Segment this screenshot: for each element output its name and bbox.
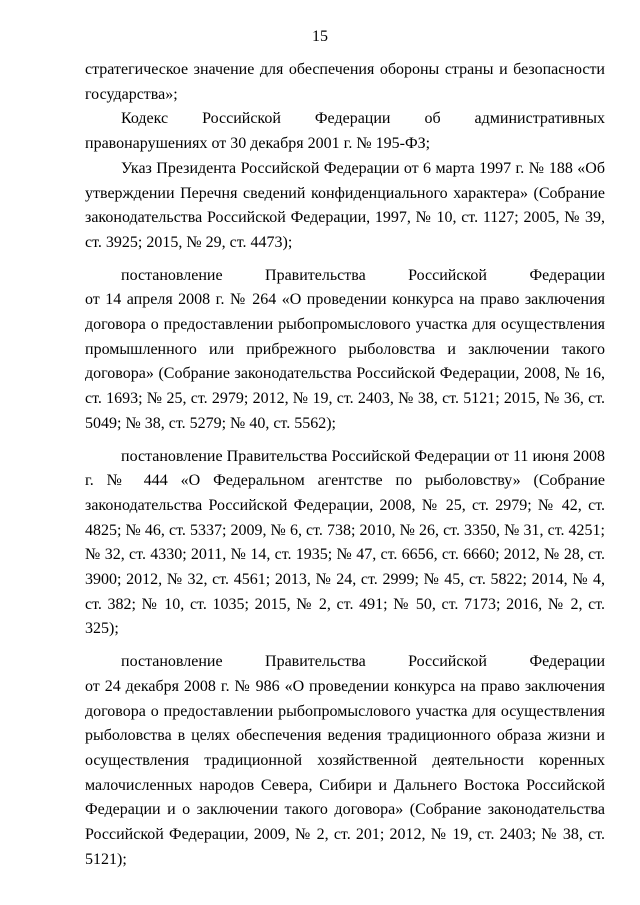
page-number: 15 bbox=[312, 28, 328, 45]
paragraph-first-line: постановление Правительства Российской Федерации bbox=[121, 653, 605, 671]
paragraph-administrative-code: Кодекс Российской Федерации об административных правонарушениях от 30 декабря 2001 г. № 195-ФЗ; bbox=[85, 110, 605, 153]
paragraph-first-line: постановление Правительства Российской Федерации bbox=[121, 266, 605, 284]
paragraph-resolution-986 bbox=[85, 650, 605, 872]
paragraph-body: от 24 декабря 2008 г. № 986 «О проведении конкурса на право заключения договора о предоставлении рыбопромыслового участка для осуществления рыболовства в целях обеспечения ведения традиционного образа жизни и осуществления традиционной хозяйственной деятельности коренных малочисленных народов Севера, Сибири и Дальнего Востока Российской Федерации и о заключении такого договора» (Собрание законодательства Российской Федерации, 2009, № 2, ст. 201; 2012, № 19, ст. 2403; № 38, ст. 5121); bbox=[85, 677, 605, 868]
document-body bbox=[85, 58, 605, 873]
paragraph-resolution-264 bbox=[85, 264, 605, 437]
paragraph-resolution-444: постановление Правительства Российской Федерации от 11 июня 2008 г. № 444 «О Федеральном агентстве по рыболовству» (Собрание законодательства Российской Федерации, 2008, № 25, ст. 2979; № 42, ст. 4825; № 46, ст. 5337; 2009, № 6, ст. 738; 2010, № 26, ст. 3350, № 31, ст. 4251; № 32, ст. 4330; 2011, № 14, ст. 1935; № 47, ст. 6656, ст. 6660; 2012, № 28, ст. 3900; 2012, № 32, ст. 4561; 2013, № 24, ст. 2999; № 45, ст. 5822; 2014, № 4, ст. 382; № 10, ст. 1035; 2015, № 2, ст. 491; № 50, ст. 7173; 2016, № 2, ст. 325); bbox=[85, 447, 605, 638]
paragraph-presidential-decree: Указ Президента Российской Федерации от 6 марта 1997 г. № 188 «Об утверждении Перечня сведений конфиденциального характера» (Собрание законодательства Российской Федерации, 1997, № 10, ст. 1127; 2005, № 39, ст. 3925; 2015, № 29, ст. 4473); bbox=[85, 159, 605, 251]
paragraph-body: от 14 апреля 2008 г. № 264 «О проведении конкурса на право заключения договора о предоставлении рыбопромыслового участка для осуществления промышленного или прибрежного рыболовства и заключении такого договора» (Собрание законодательства Российской Федерации, 2008, № 16, ст. 1693; № 25, ст. 2979; 2012, № 19, ст. 2403, № 38, ст. 5121; 2015, № 36, ст. 5049; № 38, ст. 5279; № 40, ст. 5562); bbox=[85, 291, 605, 432]
paragraph-strategic-importance: стратегическое значение для обеспечения обороны страны и безопасности государства»; bbox=[85, 61, 605, 103]
